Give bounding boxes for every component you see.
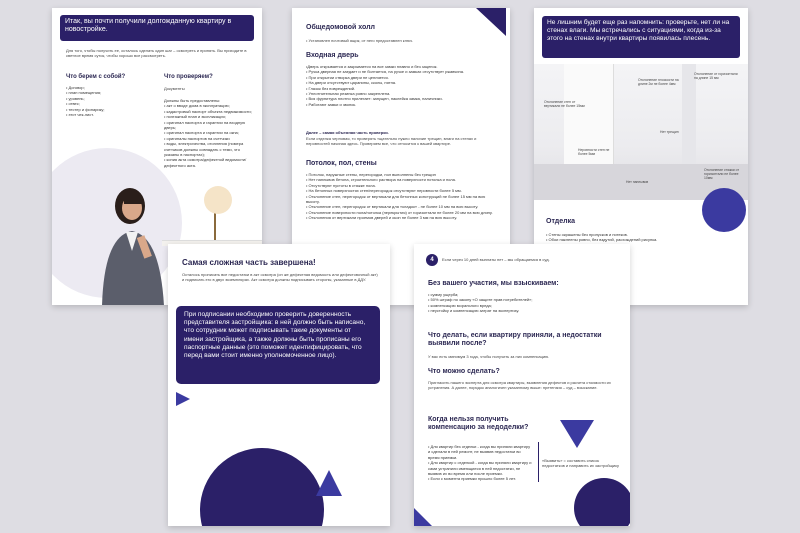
- list-item: • На двери отсутствуют царапины, сколы, пятна.: [306, 80, 397, 86]
- list-item: • Отклонение поверхности пола/потолка (перекрытия) от горизонтали не более 20 мм на всю длину.: [306, 209, 493, 215]
- common-hall-title: Общедомовой холл: [306, 24, 376, 31]
- ceiling-floor-walls-title: Потолок, пол, стены: [306, 160, 377, 167]
- circle-decor: [200, 448, 324, 526]
- list-item: • уровень;: [66, 95, 85, 101]
- list-item: • тестер и фонарику;: [66, 106, 105, 112]
- page1-intro: Для того, чтобы получить ее, осталось сделать один шаг – осмотреть и принять. Вы приходите в светлое время суток, чтобы хорошо все рассмотреть.: [66, 48, 247, 59]
- list-item: • Отклонение стен, перегородок от вертикали для «кладок» - не более 10 мм на всю высоту.: [306, 204, 479, 210]
- list-item: • Уплотнительная резинка ровно закреплена.: [306, 91, 391, 97]
- page3-header-band: [542, 16, 740, 58]
- next-part-note-bold: Далее – самая объемная часть проверки.: [306, 130, 389, 135]
- side-divider: [538, 442, 539, 482]
- hardest-part-title: Самая сложная часть завершена!: [182, 258, 316, 267]
- list-item: • Отклонение стен, перегородок от вертикали для бетонных конструкций не более 15 мм на всю высоту.: [306, 193, 486, 205]
- room-pillar: [682, 64, 696, 176]
- documents-list: [164, 98, 254, 168]
- what-to-take-title: Что берем с собой?: [66, 74, 126, 80]
- list-item: • Договор;: [66, 85, 85, 90]
- list-item: • Потолок, наружные стены, перегородки, пол выполнены без трещин: [306, 172, 436, 177]
- step-number-badge: 4: [426, 254, 438, 266]
- list-item: • сумму ущерба;: [428, 292, 459, 297]
- list-item: • Для квартир без отделки - когда вы приняли квартиру и сделали в ней ремонт, не выявив недостатки во время приемки.: [428, 444, 531, 460]
- no-compensation-title: Когда нельзя получить компенсацию за недоделки?: [428, 416, 529, 432]
- court-note: Если через 10 дней выплаты нет – мы обращаемся в суд.: [442, 257, 550, 262]
- list-item: • На бетонных поверхностях стен/перегородок отсутствуют неровности более 5 мм.: [306, 188, 462, 194]
- page-hardest-part-done: [168, 244, 390, 526]
- list-item: • план помещения;: [66, 90, 102, 96]
- circle-decor: [574, 478, 630, 526]
- list-item: • оригинал паспорта и гарантии на входную дверь;: [164, 119, 246, 131]
- next-part-note: Если отделка черновая, то проверять тщательно нужно наличие трещин, влаги на стенах и неровностей начиная здесь. Проверяем все, что относится к вашей квартире.: [306, 136, 477, 147]
- we-recover-title: Без вашего участия, мы взыскиваем:: [428, 280, 559, 287]
- what-to-check-title: Что проверяем?: [164, 74, 213, 80]
- list-item: • Ручка дверная не заедает и не болтается, на ручке и замках отсутствует ржавчина.: [306, 69, 465, 75]
- entrance-door-title: Входная дверь: [306, 52, 359, 59]
- walls-checklist: [306, 172, 498, 221]
- list-item: • копия акта осмотра/дефектной ведомости/дефектного акта.: [164, 157, 247, 168]
- triangle-decor-icon: [476, 8, 506, 36]
- list-item: • 50% штраф по закону «О защите прав потребителей»;: [428, 297, 533, 303]
- annotation-label: Неровности стен не более 5мм: [578, 148, 610, 156]
- what-can-be-done-text: Пригласить нашего эксперта для осмотра квартиры, выявления дефектов и расчета стоимости их устранения. А далее, порядок аналогичен указанному выше: претензия – суд – взыскание.: [428, 380, 611, 391]
- page-compensation: [414, 244, 630, 526]
- hardest-part-text: Осталось прописать все недостатки в акт осмотра (он же дефектная ведомость или дефектовочный акт) и подписать его в двух экземплярах. Акт осмотра должны подписывать стороны, указанные в ДДУ.: [182, 272, 378, 283]
- what-can-be-done-title: Что можно сделать?: [428, 368, 500, 375]
- triangle-decor-icon: [176, 392, 190, 406]
- list-item: • этот чек-лист.: [66, 112, 94, 118]
- page1-header-text: Итак, вы почти получили долгожданную квартиру в новостройке.: [65, 18, 232, 34]
- list-item: • Отсутствуют пустоты в стяжке пола.: [306, 182, 376, 188]
- annotation-label: Нет трещин: [660, 130, 679, 134]
- triangle-decor-icon: [316, 470, 342, 496]
- annotation-label: Отклонение стен от вертикали не более 15мм: [544, 100, 585, 108]
- list-item: • воды, электричества, отопления (номера счетчиков должны совпадать с теми, что указаны в паспортах);: [164, 141, 244, 158]
- list-item: • Обои наклеены ровно, без вздутий, расхождений рисунка.: [546, 237, 658, 243]
- page1-header-band: [60, 15, 254, 41]
- recover-list: [428, 292, 618, 314]
- list-item: Должны быть предоставлены:: [164, 98, 221, 103]
- list-item: • Для квартир с отделкой - когда вы приняли квартиру и сами устранили имеющиеся в ней недостатки, не выявив их во время или после приемки.: [428, 460, 532, 477]
- what-to-take-list: [66, 85, 146, 117]
- representative-note-box: [176, 306, 380, 384]
- list-item: • Глазок без повреждений.: [306, 85, 356, 91]
- door-checklist: [306, 64, 498, 107]
- documents-subtitle: Документы: [164, 86, 185, 91]
- list-item: • Если с момента приемки прошло более 5 лет.: [428, 476, 517, 482]
- list-item: • При открытии створка двери не цепляется.: [306, 74, 389, 80]
- page3-header-text: Не лишним будет еще раз напомнить: проверьте, нет ли на стенах влаги. Мы встречались с ситуациями, когда из-за этого на стенах внутри квартиры появилась плесень.: [547, 19, 730, 43]
- list-item: • неустойку и компенсацию затрат на экспертизу.: [428, 308, 520, 314]
- finishing-title: Отделка: [546, 218, 575, 225]
- list-item: • оригинал паспорта и гарантии на окна;: [164, 130, 239, 136]
- list-item: • Отклонения от вертикали проемов дверей и окон не более 3 мм на всю высоту.: [306, 215, 458, 221]
- list-item: • Работают замки и звонок.: [306, 101, 357, 107]
- lamp-shade: [204, 186, 232, 214]
- triangle-decor-icon: [560, 420, 594, 448]
- annotation-label: Отклонение от горизонтали на длине 15 мм: [694, 72, 738, 80]
- list-item: • компенсацию морального вреда;: [428, 302, 492, 308]
- list-item: • Стены окрашены без пропусков и потеков.: [546, 232, 628, 237]
- list-item: • Нет наплывов бетона, строительного раствора на поверхности потолка и пола.: [306, 177, 456, 183]
- annotation-label: Отклонение стяжки от горизонтали не более 10мм: [704, 168, 740, 180]
- list-item: • Вся фурнитура плотно прилегает: запущен, наклейка замка, наличники.: [306, 96, 443, 102]
- annotation-label: Нет наплывов: [626, 180, 649, 184]
- triangle-decor-icon: [414, 508, 432, 526]
- defects-after-title: Что делать, если квартиру приняли, а недостатки выявили после?: [428, 332, 602, 348]
- list-item: • поэтажный план и экспликация;: [164, 114, 226, 120]
- list-item: • акт о вводе дома в эксплуатацию;: [164, 103, 230, 109]
- annotation-label: Отклонение плоскости на длине 2м не более 4мм: [638, 78, 679, 86]
- representative-note-text: При подписании необходимо проверить доверенность представителя застройщика: в ней должно быть написано, что сотрудник может подписывать такие документы от имени застройщика, а также должны быть прописаны его паспортные данные (это поможет идентифицировать, что перед вами стоит именно уполномоченное лицо).: [184, 311, 366, 360]
- list-item: • отвес;: [66, 101, 80, 107]
- circle-decor: [702, 188, 746, 232]
- no-compensation-list: [428, 444, 532, 482]
- defects-after-text: У вас есть минимум 3 года, чтобы получить за них компенсацию.: [428, 354, 550, 359]
- list-item: • оригиналы паспортов на счетчики: [164, 135, 230, 141]
- side-note: «Выявить» = составить список недостатков и направить их застройщику: [542, 458, 619, 469]
- list-item: • кадастровый паспорт объекта недвижимости;: [164, 108, 252, 114]
- common-hall-item: • Установлен почтовый ящик, от него предоставлен ключ.: [306, 38, 414, 43]
- list-item: •Дверь открывается и закрывается на все замки плавно и без зацепок.: [306, 64, 438, 69]
